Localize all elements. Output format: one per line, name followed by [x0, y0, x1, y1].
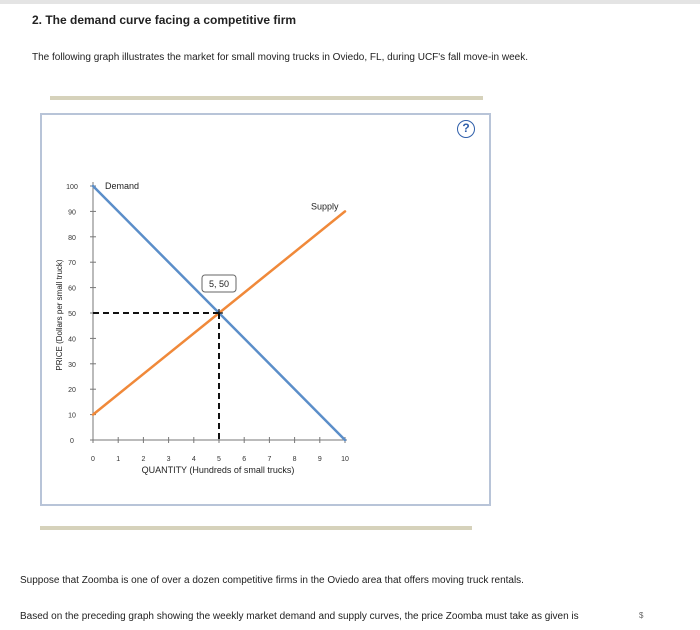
series-label-supply: Supply [311, 201, 339, 212]
x-tick-label: 6 [242, 456, 247, 463]
y-tick-label: 50 [68, 311, 76, 318]
y-tick-label: 70 [68, 260, 76, 268]
y-tick-label: 20 [68, 387, 76, 395]
x-axis-label: QUANTITY (Hundreds of small trucks) [141, 465, 295, 475]
y-tick-label: 10 [68, 412, 76, 420]
body-text-2: Based on the preceding graph showing the weekly market demand and supply curves, the price Zoomba must take as given is [20, 611, 579, 622]
y-tick-label: 30 [68, 361, 76, 369]
y-tick-label: 100 [66, 184, 78, 191]
divider-bottom [40, 526, 472, 530]
y-tick-label: 80 [68, 234, 76, 242]
help-button[interactable]: ? [457, 120, 475, 138]
question-title: 2. The demand curve facing a competitive firm [32, 13, 297, 27]
x-tick-label: 7 [267, 456, 272, 463]
equilibrium-label: 5, 50 [208, 279, 230, 289]
x-tick-label: 4 [191, 456, 196, 463]
x-tick-label: 1 [116, 456, 121, 463]
x-tick-label: 0 [91, 456, 95, 463]
body-text-1: Suppose that Zoomba is one of over a dozen competitive firms in the Oviedo area that offers moving truck rentals. [20, 575, 524, 586]
question-intro: The following graph illustrates the market for small moving trucks in Oviedo, FL, during UCF's fall move-in week. [32, 52, 528, 63]
series-label-demand: Demand [105, 181, 140, 191]
y-tick-label: 90 [68, 209, 76, 217]
x-tick-label: 3 [166, 456, 171, 463]
x-tick-label: 5 [217, 456, 221, 463]
y-tick-label: 40 [68, 336, 76, 344]
x-tick-label: 2 [141, 456, 146, 463]
x-tick-label: 9 [317, 456, 322, 463]
x-tick-label: 10 [341, 456, 349, 463]
y-tick-label: 0 [70, 438, 74, 445]
answer-dropdown[interactable]: $ [639, 611, 644, 620]
y-tick-label: 60 [68, 285, 76, 293]
y-axis-label: PRICE (Dollars per small truck) [55, 259, 64, 371]
x-tick-label: 8 [292, 456, 297, 463]
